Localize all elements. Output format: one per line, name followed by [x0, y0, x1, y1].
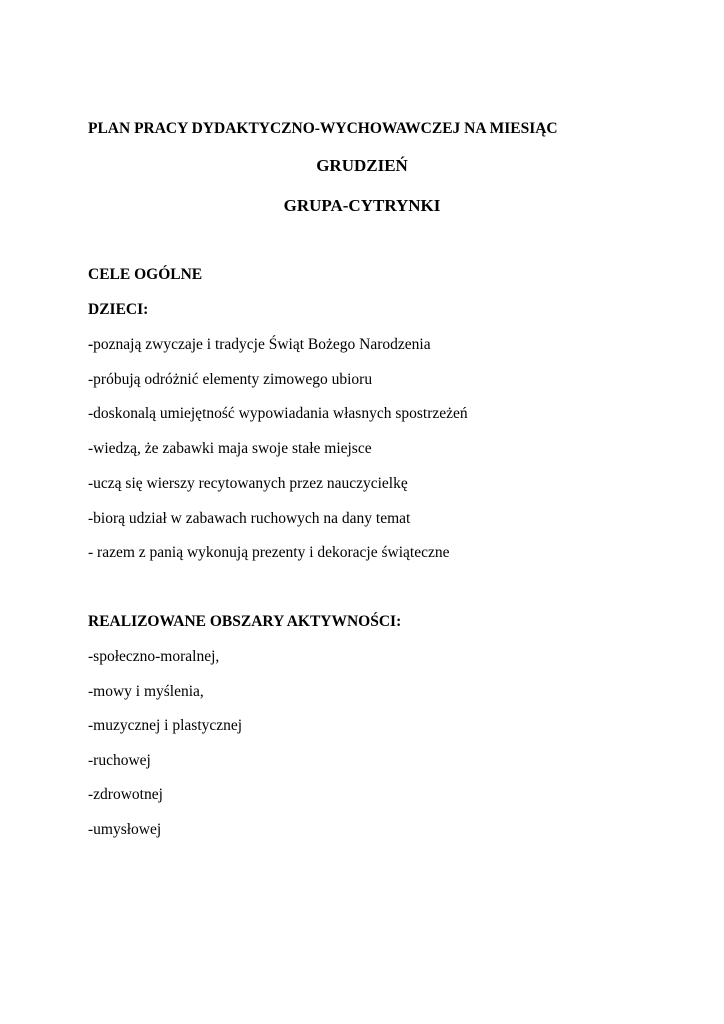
goal-item: -uczą się wierszy recytowanych przez nauczycielkę	[88, 475, 408, 492]
goals-heading: CELE OGÓLNE	[88, 266, 203, 283]
goals-subheading: DZIECI:	[88, 301, 149, 318]
area-item: -zdrowotnej	[88, 786, 163, 803]
goal-item: -wiedzą, że zabawki maja swoje stałe miejsce	[88, 440, 372, 457]
goal-item: -doskonalą umiejętność wypowiadania własnych spostrzeżeń	[88, 405, 468, 422]
document-group: GRUPA-CYTRYNKI	[283, 196, 441, 215]
areas-heading: REALIZOWANE OBSZARY AKTYWNOŚCI:	[88, 613, 402, 630]
goal-item-text: poznają zwyczaje i tradycje Świąt Bożego Narodzenia	[93, 336, 431, 353]
document-title: PLAN PRACY DYDAKTYCZNO-WYCHOWAWCZEJ NA MIESIĄC	[88, 120, 558, 137]
document-month: GRUDZIEŃ	[316, 156, 408, 175]
area-item: -muzycznej i plastycznej	[88, 717, 243, 734]
goal-item	[88, 336, 431, 354]
area-item: -mowy i myślenia,	[88, 683, 204, 700]
goal-item: - razem z panią wykonują prezenty i dekoracje świąteczne	[88, 544, 450, 561]
goal-item: -biorą udział w zabawach ruchowych na dany temat	[88, 510, 411, 527]
area-item: -umysłowej	[88, 821, 162, 838]
goal-item: -próbują odróżnić elementy zimowego ubioru	[88, 371, 373, 388]
goal-item-dash: -	[88, 336, 94, 353]
area-item: -ruchowej	[88, 752, 151, 769]
area-item: -społeczno-moralnej,	[88, 648, 220, 665]
